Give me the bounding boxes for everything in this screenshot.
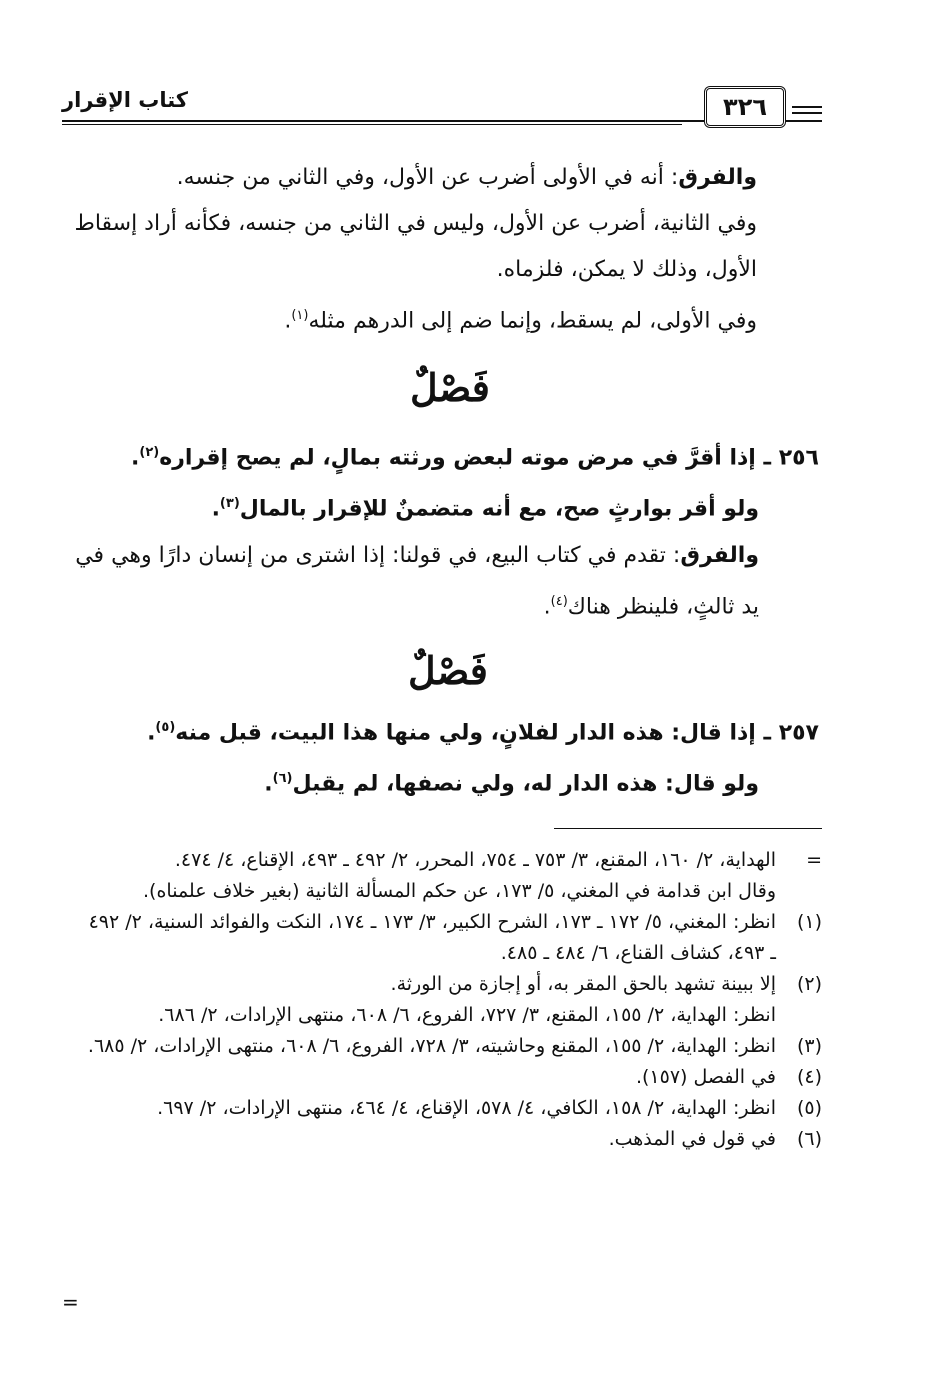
paragraph-text: إذا قال: هذه الدار لفلانٍ، ولي منها هذا البيت، قبل منه — [175, 720, 756, 746]
punctuation: . — [284, 308, 292, 334]
footnotes — [80, 845, 822, 1155]
footnote-ref: (٦) — [272, 771, 293, 787]
footnote-mark: = — [806, 849, 822, 871]
difference-label: والفرق — [678, 165, 757, 190]
paragraph-text: ولو قال: هذه الدار له، ولي نصفها، لم يقبل — [292, 771, 759, 797]
book-title: كتاب الإقرار — [62, 88, 189, 112]
punctuation: . — [147, 720, 156, 746]
footnote-mark: (٣) — [796, 1035, 822, 1057]
footnote-ref: (٣) — [219, 496, 240, 512]
footnote-text: الهداية، ٢/ ١٦٠، المقنع، ٣/ ٧٥٣ ـ ٧٥٤، المحرر، ٢/ ٤٩٢ ـ ٤٩٣، الإقناع، ٤/ ٤٧٤. — [174, 849, 776, 871]
footnote-mark: (٦) — [796, 1128, 822, 1150]
page-header — [62, 84, 822, 134]
paragraph — [72, 155, 817, 201]
paragraph-text: : أنه في الأولى أضرب عن الأول، وفي الثاني من جنسه. — [176, 165, 679, 190]
punctuation: . — [211, 496, 220, 522]
footnote-separator — [554, 828, 822, 829]
section-heading-fasl: فَصْلٌ — [408, 648, 488, 693]
section-1 — [72, 155, 817, 344]
header-rule-tail — [792, 106, 822, 108]
footnote — [80, 1062, 822, 1093]
footnote-text: وقال ابن قدامة في المغني، ٥/ ١٧٣، عن حكم المسألة الثانية (بغير خلاف علمناه). — [143, 880, 776, 902]
footnote-mark: (٤) — [796, 1066, 822, 1088]
footnote-ref: (٢) — [139, 445, 160, 460]
punctuation: . — [543, 593, 551, 619]
paragraph — [72, 481, 819, 532]
footnote-mark: (٥) — [796, 1097, 822, 1119]
footnote — [80, 1000, 822, 1031]
footnote-text: انظر: الهداية، ٢/ ١٥٥، المقنع وحاشيته، ٣/ ٧٢٨، الفروع، ٦/ ٦٠٨، منتهى الإرادات، ٢/ ٦٨٥. — [87, 1035, 776, 1057]
footnote — [80, 1093, 822, 1124]
page-number: ٣٢٦ — [704, 86, 786, 128]
issue-number: ٢٥٧ ـ — [763, 720, 819, 746]
footnote — [80, 1031, 822, 1062]
difference-label: والفرق — [680, 542, 759, 568]
header-rule-secondary — [62, 124, 682, 125]
footnote — [80, 969, 822, 1000]
footnote-text: انظر: الهداية، ٢/ ١٥٨، الكافي، ٤/ ٥٧٨، الإقناع، ٤/ ٤٦٤، منتهى الإرادات، ٢/ ٦٩٧. — [157, 1097, 776, 1119]
footnote — [80, 845, 822, 876]
footnote — [80, 907, 822, 969]
punctuation: . — [264, 771, 273, 797]
paragraph — [72, 533, 819, 630]
numbered-issue — [72, 430, 819, 481]
section-2 — [72, 430, 819, 630]
footnote-text: في قول في المذهب. — [608, 1128, 776, 1150]
paragraph-text: وفي الأولى، لم يسقط، وإنما ضم إلى الدرهم مثله — [308, 308, 757, 334]
footnote-text: في الفصل (١٥٧). — [635, 1066, 776, 1088]
footnote-ref: (١) — [291, 308, 309, 323]
footnote-ref: (٥) — [155, 720, 176, 735]
issue-number: ٢٥٦ ـ — [763, 445, 819, 471]
footnote-text: إلا ببينة تشهد بالحق المقر به، أو إجازة من الورثة. — [390, 973, 776, 995]
section-3 — [72, 705, 819, 808]
continuation-mark: = — [62, 1290, 79, 1314]
footnote — [80, 876, 822, 907]
paragraph-text: ولو أقر بوارثٍ صح، مع أنه متضمنٌ للإقرار بالمال — [239, 496, 759, 522]
paragraph — [72, 756, 819, 807]
paragraph: وفي الثانية، أضرب عن الأول، وليس في الثاني من جنسه، فكأنه أراد إسقاط الأول، وذلك لا يمكن، فلزماه. — [74, 211, 757, 282]
footnote-mark: (١) — [796, 911, 822, 933]
footnote-ref: (٤) — [550, 593, 568, 609]
paragraph — [72, 293, 817, 344]
punctuation: . — [131, 445, 140, 471]
footnote-mark: (٢) — [796, 973, 822, 995]
paragraph-text: : تقدم في كتاب البيع، في قولنا: إذا اشترى من إنسان دارًا وهي في يد ثالثٍ، فلينظر هناك — [75, 542, 759, 619]
footnote-text: انظر: المغني، ٥/ ١٧٢ ـ ١٧٣، الشرح الكبير، ٣/ ١٧٣ ـ ١٧٤، النكت والفوائد السنية، ٢/ ٤٩٢ ـ ٤٩٣، كشاف القناع، ٦/ ٤٨٤ ـ ٤٨٥. — [88, 911, 776, 964]
footnote-text: انظر: الهداية، ٢/ ١٥٥، المقنع، ٣/ ٧٢٧، الفروع، ٦/ ٦٠٨، منتهى الإرادات، ٢/ ٦٨٦. — [158, 1004, 776, 1026]
footnote — [80, 1124, 822, 1155]
section-heading-fasl: فَصْلٌ — [410, 365, 490, 410]
header-rule-tail-2 — [792, 112, 822, 114]
paragraph-text: إذا أقرَّ في مرض موته لبعض ورثته بمالٍ، لم يصح إقراره — [159, 445, 756, 471]
numbered-issue — [72, 705, 819, 756]
